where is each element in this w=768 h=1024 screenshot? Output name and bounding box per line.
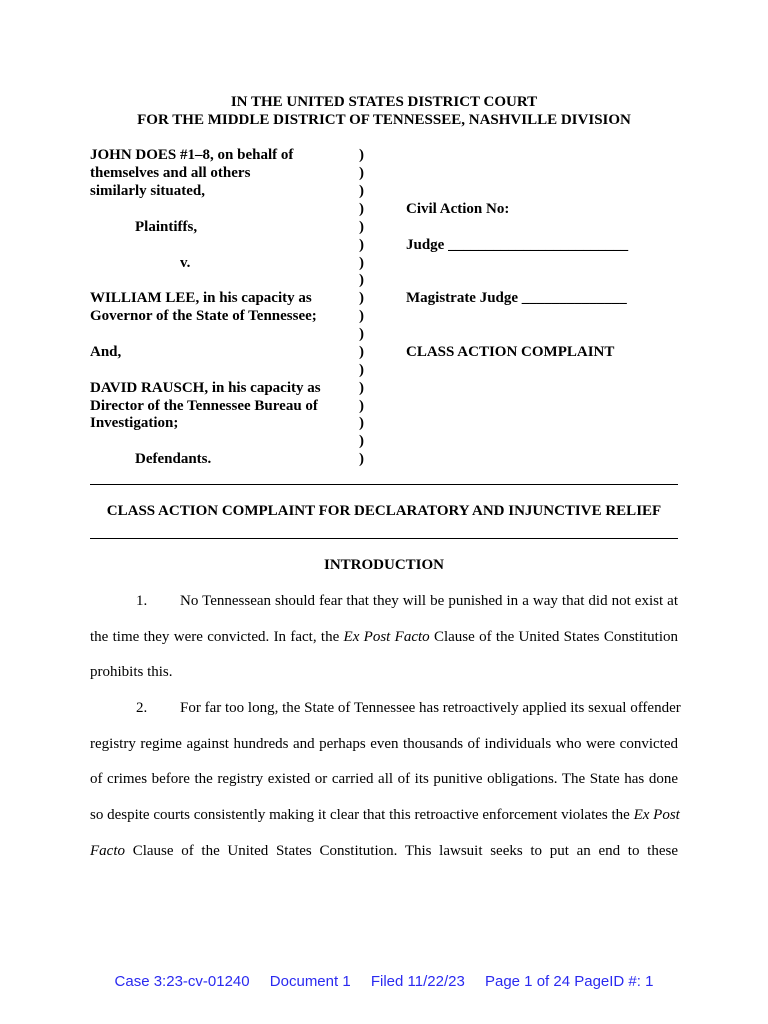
caption-paren: ): [359, 451, 364, 467]
plaintiffs-label: Plaintiffs,: [135, 219, 198, 235]
caption-paren: ): [359, 433, 364, 449]
defendant1-line2: Governor of the State of Tennessee;: [90, 308, 317, 324]
italic-run: Ex Post: [633, 807, 680, 823]
court-heading-line1: IN THE UNITED STATES DISTRICT COURT: [230, 94, 538, 110]
text-run: Clause of the United States Constitution. This lawsuit seeks to put an end to these: [125, 843, 678, 859]
paragraph-2-line-3: of crimes before the registry existed or carried all of its punitive obligations. The State has done: [90, 771, 678, 787]
caption-paren: ): [359, 272, 364, 288]
plaintiffs-name-line2: themselves and all others: [90, 165, 251, 181]
versus-label: v.: [180, 255, 191, 271]
magistrate-judge-line: Magistrate Judge ______________: [406, 290, 627, 306]
paragraph-1-line-3: prohibits this.: [90, 664, 173, 680]
italic-run: Ex Post Facto: [343, 629, 430, 645]
caption-paren: ): [359, 237, 364, 253]
paragraph-2-line-4: [90, 807, 678, 824]
paragraph-number: 2.: [136, 700, 148, 716]
caption-paren: ): [359, 165, 364, 181]
caption-paren: ): [359, 255, 364, 271]
paragraph-2-line-1: For far too long, the State of Tennessee has retroactively applied its sexual offender: [180, 700, 681, 716]
caption-paren: ): [359, 183, 364, 199]
court-heading-line2: FOR THE MIDDLE DISTRICT OF TENNESSEE, NASHVILLE DIVISION: [137, 112, 631, 128]
document-number: Document 1: [269, 973, 351, 990]
civil-action-label: Civil Action No:: [406, 201, 510, 217]
divider-bottom: [90, 538, 678, 539]
caption-paren: ): [359, 415, 364, 431]
case-number: Case 3:23-cv-01240: [114, 973, 250, 990]
caption-paren: ): [359, 362, 364, 378]
caption-paren: ): [359, 290, 364, 306]
caption-paren: ): [359, 398, 364, 414]
caption-paren: ): [359, 344, 364, 360]
defendant2-line1: DAVID RAUSCH, in his capacity as: [90, 380, 321, 396]
plaintiffs-name-line1: JOHN DOES #1–8, on behalf of: [90, 147, 294, 163]
paragraph-number: 1.: [136, 593, 148, 609]
divider-top: [90, 484, 678, 485]
caption-paren: ): [359, 326, 364, 342]
text-run: so despite courts consistently making it clear that this retroactive enforcement violates the: [90, 807, 634, 823]
document-title: CLASS ACTION COMPLAINT FOR DECLARATORY AND INJUNCTIVE RELIEF: [106, 503, 662, 519]
paragraph-1-line-1: No Tennessean should fear that they will be punished in a way that did not exist at: [180, 593, 678, 609]
caption-paren: ): [359, 219, 364, 235]
judge-line: Judge ________________________: [406, 237, 629, 253]
caption-paren: ): [359, 147, 364, 163]
class-action-complaint-label: CLASS ACTION COMPLAINT: [406, 344, 615, 360]
defendant2-line2: Director of the Tennessee Bureau of: [90, 398, 318, 414]
and-label: And,: [90, 344, 122, 360]
page-info: Page 1 of 24 PageID #: 1: [484, 973, 654, 990]
caption-paren: ): [359, 380, 364, 396]
text-run: Clause of the United States Constitution: [429, 629, 678, 645]
defendants-label: Defendants.: [135, 451, 212, 467]
filing-footer: [0, 973, 768, 990]
paragraph-2-line-2: registry regime against hundreds and perhaps even thousands of individuals who were convicted: [90, 736, 678, 752]
plaintiffs-name-line3: similarly situated,: [90, 183, 205, 199]
italic-run: Facto: [90, 843, 125, 859]
caption-paren: ): [359, 308, 364, 324]
defendant2-line3: Investigation;: [90, 415, 179, 431]
paragraph-2-line-5: [90, 843, 678, 860]
filed-date: Filed 11/22/23: [370, 973, 465, 990]
text-run: the time they were convicted. In fact, the: [90, 629, 344, 645]
introduction-heading: INTRODUCTION: [323, 557, 444, 573]
caption-paren: ): [359, 201, 364, 217]
defendant1-line1: WILLIAM LEE, in his capacity as: [90, 290, 312, 306]
paragraph-1-line-2: [90, 629, 678, 646]
